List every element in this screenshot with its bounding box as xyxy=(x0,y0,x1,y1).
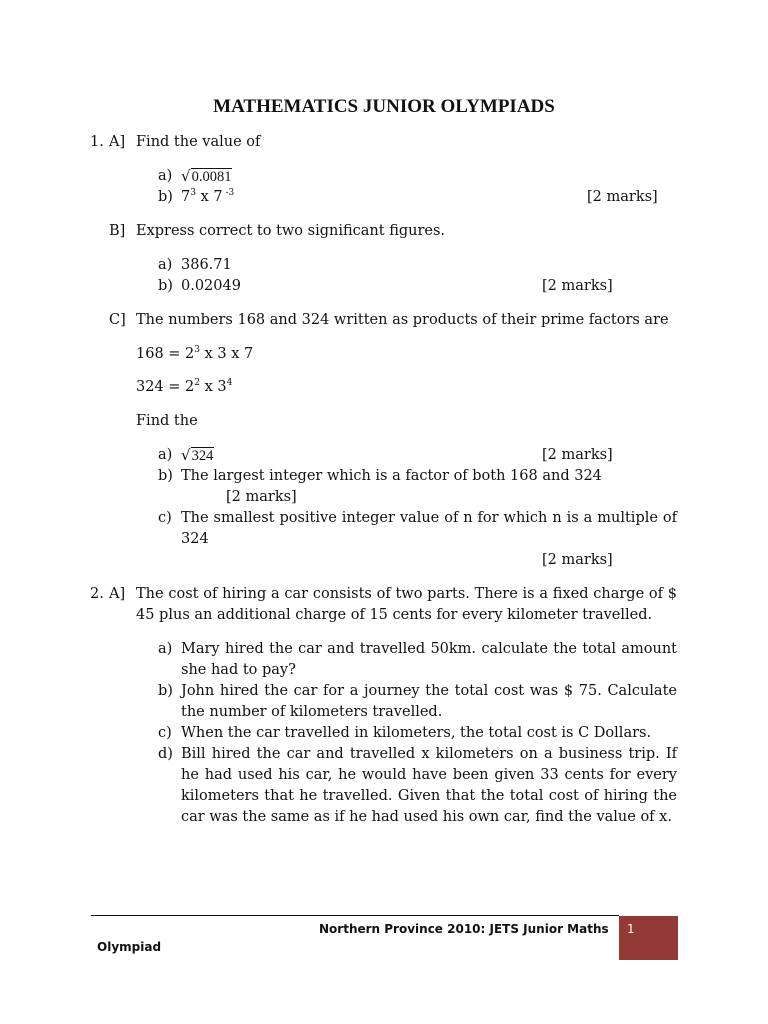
radicand: 324 xyxy=(191,448,214,464)
q1c-find-label: Find the xyxy=(136,413,198,429)
q2a-item-c-label: c) xyxy=(158,725,172,741)
q1-part-b-text: Express correct to two significant figures. xyxy=(136,223,446,239)
q1b-item-a-label: a) xyxy=(158,257,173,273)
q2a-item-d-label: d) xyxy=(158,746,173,762)
q1c-item-b-marks: [2 marks] xyxy=(226,489,297,505)
q1b-item-b-label: b) xyxy=(158,278,173,294)
q1c-item-c-line1: The smallest positive integer value of n for which n is a multiple of xyxy=(181,510,677,526)
q1-part-b-label: B] xyxy=(109,223,126,239)
footer-text-wrap: Olympiad xyxy=(97,940,162,954)
q1b-item-b-text: 0.02049 xyxy=(181,278,241,294)
q1a-marks: [2 marks] xyxy=(587,189,658,205)
q1a-item-a-label: a) xyxy=(158,168,173,184)
footer-text: Northern Province 2010: JETS Junior Maths xyxy=(319,922,609,936)
q1-part-a-text: Find the value of xyxy=(136,134,261,150)
q1b-marks: [2 marks] xyxy=(542,278,613,294)
page-title: MATHEMATICS JUNIOR OLYMPIADS xyxy=(213,96,555,117)
q1c-item-c-marks: [2 marks] xyxy=(542,552,613,568)
page-number-box xyxy=(619,916,678,960)
square-root-expression xyxy=(181,445,214,467)
q2a-item-d-line2: he had used his car, he would have been given 33 cents for every xyxy=(181,767,677,783)
q1c-equation-168: $168 = 2^3$ x 3 x 7 xyxy=(136,345,254,362)
q1c-item-c-line2: 324 xyxy=(181,531,209,547)
page-number: 1 xyxy=(627,922,635,936)
q1c-item-c-label: c) xyxy=(158,510,172,526)
q2-part-a-label: A] xyxy=(109,586,126,602)
q2a-item-c-line1: When the car travelled in kilometers, the total cost is C Dollars. xyxy=(181,725,652,741)
q1a-item-a-expression xyxy=(181,166,232,188)
square-root-symbol: √ xyxy=(181,446,191,464)
q2a-item-a-label: a) xyxy=(158,641,173,657)
q2a-item-a-line2: she had to pay? xyxy=(181,662,296,678)
q1c-item-a-expression xyxy=(181,445,214,467)
q1-part-c-label: C] xyxy=(109,312,126,328)
q1-number: 1. xyxy=(90,134,104,150)
q1c-equation-324: $324 = 2^2$ x $3^4$ xyxy=(136,378,233,395)
q1c-item-b-text: The largest integer which is a factor of both 168 and 324 xyxy=(181,468,602,484)
q2a-item-d-line3: kilometers that he travelled. Given that the total cost of hiring the xyxy=(181,788,677,804)
q1c-item-b-label: b) xyxy=(158,468,173,484)
q1-part-a-label: A] xyxy=(109,134,126,150)
q2a-item-b-line1: John hired the car for a journey the total cost was $ 75. Calculate xyxy=(181,683,677,699)
q1c-item-a-label: a) xyxy=(158,447,173,463)
footer-rule xyxy=(91,915,619,916)
q2a-item-b-label: b) xyxy=(158,683,173,699)
q2a-item-d-line1: Bill hired the car and travelled x kilometers on a business trip. If xyxy=(181,746,677,762)
q1-part-c-text: The numbers 168 and 324 written as products of their prime factors are xyxy=(136,312,669,328)
square-root-symbol: √ xyxy=(181,167,191,185)
q1b-item-a-text: 386.71 xyxy=(181,257,232,273)
q1a-item-b-expression: $7^3$ x 7 $^{-3}$ xyxy=(181,188,235,205)
q2a-item-a-line1: Mary hired the car and travelled 50km. calculate the total amount xyxy=(181,641,677,657)
q2a-item-d-line4: car was the same as if he had used his own car, find the value of x. xyxy=(181,809,672,825)
q2-part-a-line2: 45 plus an additional charge of 15 cents for every kilometer travelled. xyxy=(136,607,653,623)
q2a-item-b-line2: the number of kilometers travelled. xyxy=(181,704,443,720)
q2-part-a-line1: The cost of hiring a car consists of two parts. There is a fixed charge of $ xyxy=(136,586,677,602)
q2-number: 2. xyxy=(90,586,104,602)
square-root-expression xyxy=(181,166,232,188)
q1a-item-b-label: b) xyxy=(158,189,173,205)
q1c-item-a-marks: [2 marks] xyxy=(542,447,613,463)
radicand: 0.0081 xyxy=(191,169,232,185)
